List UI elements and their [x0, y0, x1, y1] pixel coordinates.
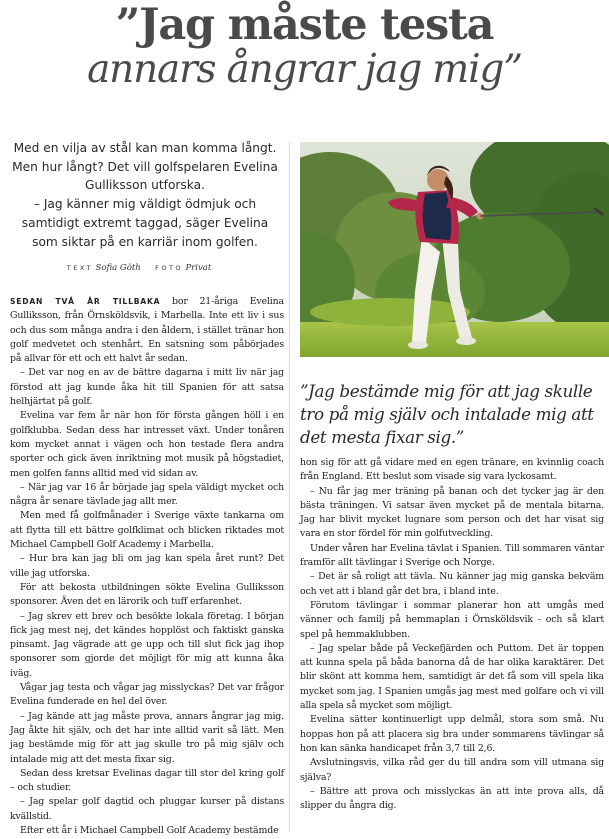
body-paragraph: [10, 295, 284, 366]
body-paragraph: Men med få golfmånader i Sverige växte tankarna om att flytta till ett bättre golfklimat och blicken riktades mot Michael Campbell Golf Academy i Marbella.: [10, 510, 284, 551]
body-paragraph: Avslutningsvis, vilka råd ger du till andra som vill utmana sig själva?: [300, 757, 604, 783]
byline: [10, 263, 280, 273]
body-paragraph: Under våren har Evelina tävlat i Spanien. Till sommaren väntar framför allt tävlingar i Sverige och Norge.: [300, 542, 604, 569]
text-credit-label: TEXT: [66, 264, 94, 272]
body-paragraph: Efter ett år i Michael Campbell Golf Academy bestämde: [20, 824, 279, 836]
body-paragraph: – Jag spelar både på Veckefjärden och Puttom. Det är toppen att kunna spela på båda banorna då de har olika karaktärer. Det blir skönt att komma hem, samtidigt är det få som vill spela lika mycket som jag. I Spanien umgås jag mest med golfare och vi vill alla spela så mycket som möjligt.: [300, 642, 604, 712]
ingress: [10, 139, 280, 251]
pull-quote: ”Jag bestämde mig för att jag skulle tro på mig själv och intalade mig att det mesta fixar sig.”: [300, 381, 594, 447]
lead-paragraph-text: bor 21-åriga Evelina Gulliksson, från Örnsköldsvik, i Marbella. Inte ett liv i sus och dus som många andra i den åldern, i stället tränar hon golf medvetet och stenhårt. En satsning som påbörjades på allvar för ett och ett halvt år sedan.: [10, 296, 284, 365]
ingress-paragraph: – Jag känner mig väldigt ödmjuk och samtidigt extremt taggad, säger Evelina som siktar på en karriär inom golfen.: [21, 197, 269, 249]
body-paragraph: Förutom tävlingar i sommar planerar hon att umgås med vänner och familj på hemmaplan i Örnsköldsvik - och så klart spel på hemmaklubben.: [300, 599, 604, 640]
body-paragraph: – Nu får jag mer träning på banan och det tycker jag är den bästa träningen. Vi satsar även mycket på de mentala bitarna. Jag har blivit mycket lugnare som person och det har visat sig vara en stor fördel för min golfutveckling.: [300, 485, 604, 540]
golfer-photo: [300, 142, 609, 357]
column-divider: [289, 142, 290, 832]
body-paragraph: Sedan dess kretsar Evelinas dagar till stor del kring golf – och studier.: [10, 767, 284, 794]
ingress-paragraph: Med en vilja av stål kan man komma långt. Men hur långt? Det vill golfspelaren Evelina Gulliksson utforska.: [12, 141, 278, 193]
body-paragraph: – När jag var 16 år började jag spela väldigt mycket och några år senare tävlade jag allt mer.: [10, 481, 284, 508]
body-paragraph: För att bekosta utbildningen sökte Evelina Gulliksson sponsorer. Även det en lärorik och tuff erfarenhet.: [10, 581, 284, 608]
body-paragraph: – Jag spelar golf dagtid och pluggar kurser på distans kvällstid.: [10, 796, 284, 822]
body-paragraph: – Jag skrev ett brev och besökte lokala företag. I början fick jag mest nej, det kändes hopplöst och faktiskt ganska pinsamt. Jag vägrade att ge upp och till slut fick jag ihop sponsorer som gjorde det möjligt för mig att kunna åka iväg.: [10, 610, 284, 679]
text-credit-name: Sofia Göth: [95, 263, 141, 273]
photo-credit-label: FOTO: [155, 264, 184, 272]
headline-line-2: annars ångrar jag mig”: [87, 47, 522, 92]
photo-credit-name: Privat: [185, 263, 212, 273]
headline-line-1: ”Jag måste testa: [115, 0, 494, 50]
body-paragraph: Vågar jag testa och vågar jag misslyckas? Det var frågor Evelina funderade en hel del över.: [10, 682, 284, 708]
body-paragraph: Evelina var fem år när hon för första gången höll i en golfklubba. Sedan dess har intresset växt. Under tonåren kom mycket annat i vägen och hon testade flera andra sporter och gick även inriktning mot musik på högstadiet, men golfen fanns alltid med vid sidan av.: [10, 410, 284, 479]
body-paragraph: – Hur bra kan jag bli om jag kan spela året runt? Det ville jag utforska.: [10, 553, 284, 579]
body-paragraph: – Jag kände att jag måste prova, annars ångrar jag mig. Jag åkte hit själv, och det har inte alltid varit så lätt. Men jag bestämde mig för att jag skulle tro på mig själv och intalade mig att det mesta fixar sig.: [10, 710, 284, 765]
body-paragraph: – Bättre att prova och misslyckas än att inte prova alls, då slipper du ångra dig.: [300, 785, 604, 812]
body-column-right: [300, 456, 604, 813]
body-paragraph: hon sig för att gå vidare med en egen tränare, en kvinnlig coach från England. Ett beslut som visade sig vara lyckosamt.: [300, 457, 604, 483]
lead-in: SEDAN TVÅ ÅR TILLBAKA: [10, 297, 161, 306]
body-paragraph: Evelina sätter kontinuerligt upp delmål, stora som små. Nu hoppas hon på att placera sig bra under sommarens tävlingar så hon kan sänka handicapet från 3,7 till 2,6.: [300, 714, 604, 754]
body-paragraph: – Det var nog en av de bättre dagarna i mitt liv när jag förstod att jag kunde åka hit till Spanien för att satsa helhjärtat på golf.: [10, 367, 284, 408]
body-paragraph: – Det är så roligt att tävla. Nu känner jag mig ganska bekväm och vet att i bland går det bra, i bland inte.: [300, 571, 604, 597]
body-column-left: [10, 295, 284, 838]
headline: [0, 2, 609, 92]
